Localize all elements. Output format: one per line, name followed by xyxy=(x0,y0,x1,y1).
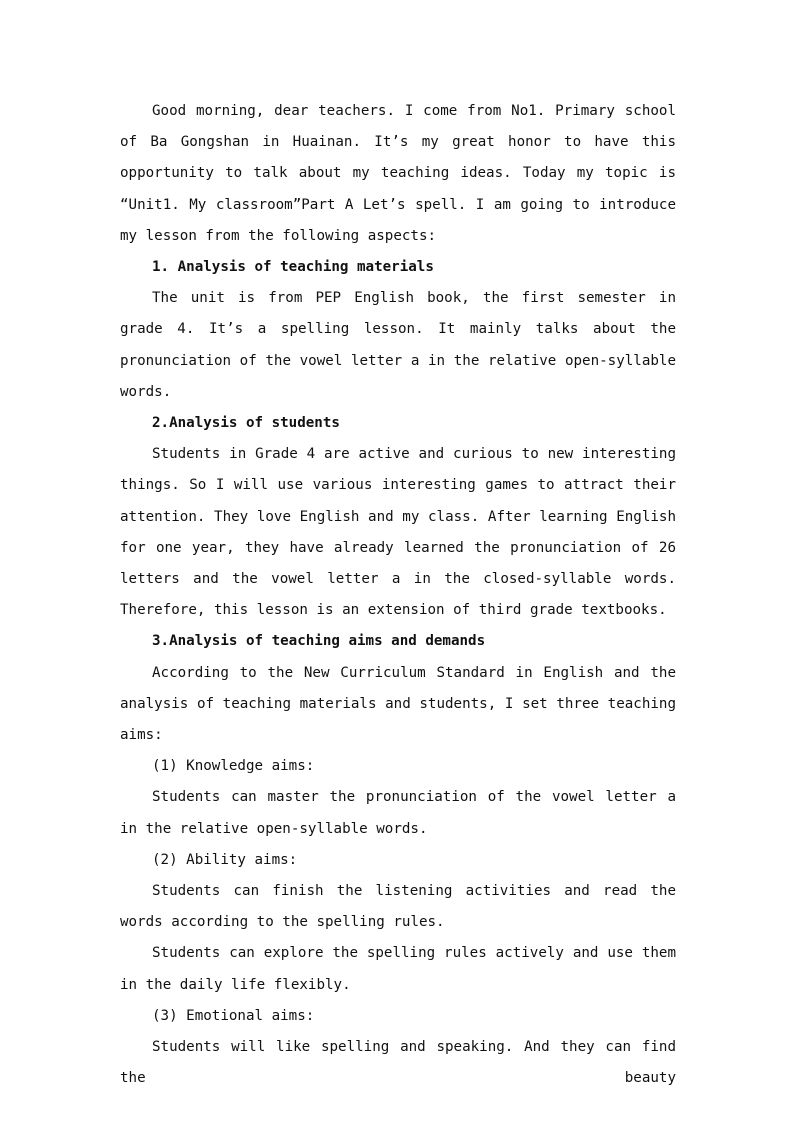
document-body xyxy=(120,96,676,1095)
section-heading-students: 2.Analysis of students xyxy=(152,415,340,432)
intro-paragraph: Good morning, dear teachers. I come from No1. Primary school of Ba Gongshan in Huainan. It’s my great honor to have this opportunity to talk about my teaching ideas. Today my topic is “Unit1. My classroom”Part A Let’s spell. I am going to introduce my lesson from the following aspects: xyxy=(120,103,676,244)
ability-aims-label: (2) Ability aims: xyxy=(152,851,298,868)
knowledge-aims-paragraph: Students can master the pronunciation of the vowel letter a in the relative open-syllable words. xyxy=(120,789,676,837)
students-paragraph: Students in Grade 4 are active and curious to new interesting things. So I will use various interesting games to attract their attention. They love English and my class. After learning English for one year, they have already learned the pronunciation of 26 letters and the vowel letter a in the closed-syllable words. Therefore, this lesson is an extension of third grade textbooks. xyxy=(120,446,676,619)
emotional-aims-paragraph: Students will like spelling and speaking. And they can find the beauty xyxy=(120,1039,676,1087)
ability-aims-paragraph-1: Students can finish the listening activities and read the words according to the spelling rules. xyxy=(120,883,676,931)
teaching-materials-paragraph: The unit is from PEP English book, the first semester in grade 4. It’s a spelling lesson. It mainly talks about the pronunciation of the vowel letter a in the relative open-syllable words. xyxy=(120,290,676,400)
section-heading-teaching-materials: 1. Analysis of teaching materials xyxy=(152,259,434,276)
knowledge-aims-label: (1) Knowledge aims: xyxy=(152,758,315,775)
ability-aims-paragraph-2: Students can explore the spelling rules actively and use them in the daily life flexibly. xyxy=(120,945,676,993)
teaching-aims-intro-paragraph: According to the New Curriculum Standard in English and the analysis of teaching materials and students, I set three teaching aims: xyxy=(120,664,676,744)
emotional-aims-label: (3) Emotional aims: xyxy=(152,1007,315,1024)
section-heading-teaching-aims: 3.Analysis of teaching aims and demands xyxy=(152,633,486,650)
